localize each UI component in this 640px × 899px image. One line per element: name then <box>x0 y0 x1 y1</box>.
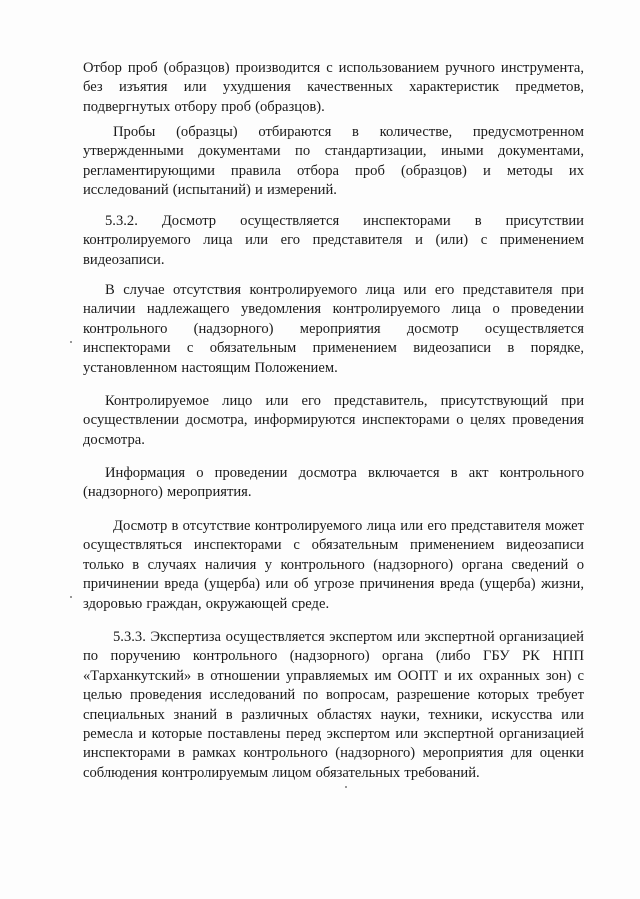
scan-speck <box>70 341 72 343</box>
paragraph-5-3-2-inspection: 5.3.2. Досмотр осуществляется инспекторами в присутствии контролируемого лица или его представителя и (или) с применением видеозаписи. <box>83 213 584 268</box>
paragraph-inspection-in-act: Информация о проведении досмотра включается в акт контрольного (надзорного) мероприятия. <box>83 465 584 501</box>
scan-speck <box>70 596 72 598</box>
paragraph-5-3-3-expertise: 5.3.3. Экспертиза осуществляется экспертом или экспертной организацией по поручению контрольного (надзорного) органа (либо ГБУ РК НПП «Тарханкутский» в отношении управляемых им ООПТ и их охранных зон) с целью проведения исследований по вопросам, разрешение которых требует специальных знаний в различных областях науки, техники, искусства или ремесла и которые поставлены перед экспертом или экспертной организацией инспекторами в рамках контрольного (надзорного) мероприятия для оценки соблюдения контролируемым лицом обязательных требований. <box>83 629 584 781</box>
scan-speck <box>345 786 347 788</box>
paragraph-sample-quantity: Пробы (образцы) отбираются в количестве, предусмотренном утвержденными документами по стандартизации, иными документами, регламентирующими правила отбора проб (образцов) и методы их исследований (испытаний) и измерений. <box>83 124 584 199</box>
paragraph-absence-of-controlled-person: В случае отсутствия контролируемого лица или его представителя при наличии надлежащего уведомления контролируемого лица о проведении контрольного (надзорного) мероприятия досмотр осуществляется инспекторами с обязательным применением видеозаписи в порядке, установленном настоящим Положением. <box>83 282 584 376</box>
paragraph-inspection-without-presence: Досмотр в отсутствие контролируемого лица или его представителя может осуществляться инспекторами с обязательным применением видеозаписи только в случаях наличия у контрольного (надзорного) органа сведений о причинении вреда (ущерба) или об угрозе причинения вреда (ущерба) жизни, здоровью граждан, окружающей среде. <box>83 518 584 612</box>
paragraph-sampling-method: Отбор проб (образцов) производится с использованием ручного инструмента, без изъятия или ухудшения качественных характеристик предметов, подвергнутых отбору проб (образцов). <box>83 60 584 115</box>
paragraph-inform-representative: Контролируемое лицо или его представитель, присутствующий при осуществлении досмотра, информируются инспекторами о целях проведения досмотра. <box>83 393 584 448</box>
